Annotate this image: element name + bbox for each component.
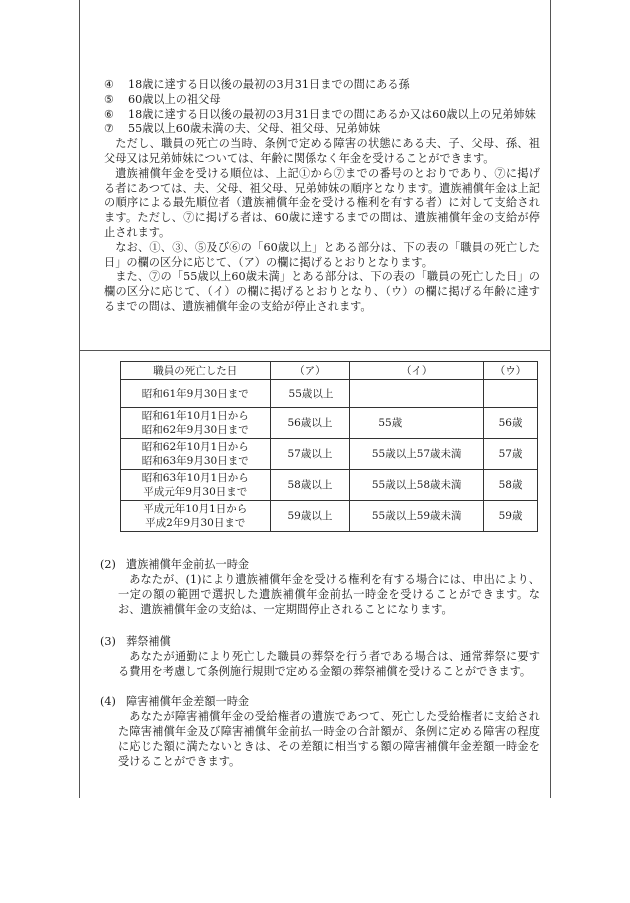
section-funeral	[100, 634, 540, 679]
cell-a: 57歳以上	[270, 439, 350, 470]
section-heading	[100, 694, 540, 709]
age-table	[120, 361, 538, 532]
date-line: 昭和62年10月1日から	[141, 441, 249, 453]
section-body: あなたが障害補償年金の受給権者の遺族であつて、死亡した受給権者に支給された障害補償年金及び障害補償年金前払一時金の合計額が、条例に定める障害の程度に応じた額に満たないときは、その差額に相当する額の障害補償年金差額一時金を受けることができます。	[118, 710, 540, 768]
cell-u: 58歳	[484, 470, 538, 501]
header-death-date: 職員の死亡した日	[121, 362, 271, 380]
cell-date	[121, 408, 271, 439]
cell-u	[484, 380, 538, 408]
section-heading	[100, 557, 540, 572]
date-line: 昭和61年9月30日まで	[141, 387, 249, 400]
item-marker: ⑤	[104, 92, 115, 106]
date-line: 平成2年9月30日まで	[145, 517, 246, 529]
list-item	[104, 78, 540, 93]
header-u: （ウ）	[484, 362, 538, 380]
cell-i: 55歳以上59歳未満	[350, 501, 484, 532]
section-divider	[79, 350, 550, 351]
cell-a: 56歳以上	[270, 408, 350, 439]
list-item	[104, 122, 540, 137]
cell-i: 55歳以上58歳未満	[350, 470, 484, 501]
section-difference-lump-sum	[100, 694, 540, 769]
paragraph: なお、①、③、⑤及び⑥の「60歳以上」とある部分は、下の表の「職員の死亡した日」の欄の区分に応じて、（ア）の欄に掲げるとおりとなります。	[104, 240, 540, 269]
cell-u: 56歳	[484, 408, 538, 439]
item-text: 18歳に達する日以後の最初の3月31日までの間にある孫	[128, 78, 410, 91]
paragraph: ただし、職員の死亡の当時、条例で定める障害の状態にある夫、子、父母、孫、祖父母又は兄弟姉妹については、年齢に関係なく年金を受けることができます。	[104, 137, 540, 165]
date-line: 昭和63年9月30日まで	[141, 455, 249, 467]
cell-u: 57歳	[484, 439, 538, 470]
item-text: 18歳に達する日以後の最初の3月31日までの間にあるか又は60歳以上の兄弟姉妹	[128, 107, 536, 121]
date-line: 昭和63年10月1日から	[141, 472, 249, 484]
item-marker: ⑦	[104, 122, 115, 136]
cell-date	[121, 501, 271, 532]
section-title: 遺族補償年金前払一時金	[126, 558, 250, 571]
section-number: (3)	[100, 635, 116, 648]
cell-date	[121, 470, 271, 501]
item-marker: ⑥	[104, 107, 115, 121]
section-title: 葬祭補償	[126, 635, 171, 648]
item-text: 60歳以上の祖父母	[128, 92, 221, 106]
section-number: (4)	[100, 695, 116, 708]
cell-a: 59歳以上	[270, 501, 350, 532]
date-line: 昭和61年10月1日から	[141, 410, 249, 422]
table-row	[121, 408, 538, 439]
date-line: 平成元年10月1日から	[143, 503, 248, 515]
section-title: 障害補償年金差額一時金	[126, 695, 250, 708]
item-marker: ④	[104, 78, 115, 91]
section-number: (2)	[100, 558, 116, 571]
table-row	[121, 501, 538, 532]
header-i: （イ）	[350, 362, 484, 380]
item-text: 55歳以上60歳未満の夫、父母、祖父母、兄弟姉妹	[128, 122, 381, 136]
paragraph: また、⑦の「55歳以上60歳未満」とある部分は、下の表の「職員の死亡した日」の欄の区分に応じて、（イ）の欄に掲げるとおりとなり、（ウ）の欄に掲げる年齢に達するまでの間は、遺族補償年金の支給が停止されます。	[104, 270, 540, 313]
list-item	[104, 93, 540, 108]
cell-a: 58歳以上	[270, 470, 350, 501]
table-header-row	[121, 362, 538, 380]
paragraph: 遺族補償年金を受ける順位は、上記①から⑦までの番号のとおりであり、⑦に掲げる者にあつては、夫、父母、祖父母、兄弟姉妹の順序となります。遺族補償年金は上記の順序による最先順位者（遺族補償年金を受ける権利を有する者）に対して支給されます。ただし、⑦に掲げる者は、60歳に達するまでの間は、遺族補償年金の支給が停止されます。	[104, 166, 540, 239]
section-body: あなたが、(1)により遺族補償年金を受ける権利を有する場合には、申出により、一定の額の範囲で選択した遺族補償年金前払一時金を受けることができます。なお、遺族補償年金の支給は、一定期間停止されることになります。	[118, 573, 540, 616]
header-a: （ア）	[270, 362, 350, 380]
table-row	[121, 470, 538, 501]
cell-date	[121, 380, 271, 408]
cell-u: 59歳	[484, 501, 538, 532]
cell-a: 55歳以上	[270, 380, 350, 408]
date-line: 昭和62年9月30日まで	[141, 424, 249, 436]
cell-i: 55歳	[350, 408, 484, 439]
section-heading	[100, 634, 540, 649]
cell-date	[121, 439, 271, 470]
list-item	[104, 108, 540, 123]
table-row	[121, 380, 538, 408]
section-body: あなたが通勤により死亡した職員の葬祭を行う者である場合は、通常葬祭に要する費用を考慮して条例施行規則で定める金額の葬祭補償を受けることができます。	[118, 650, 540, 678]
section-advance-lump-sum	[100, 557, 540, 617]
date-line: 平成元年9月30日まで	[143, 486, 248, 498]
table-row	[121, 439, 538, 470]
cell-i	[350, 380, 484, 408]
cell-i: 55歳以上57歳未満	[350, 439, 484, 470]
upper-content	[104, 78, 540, 315]
